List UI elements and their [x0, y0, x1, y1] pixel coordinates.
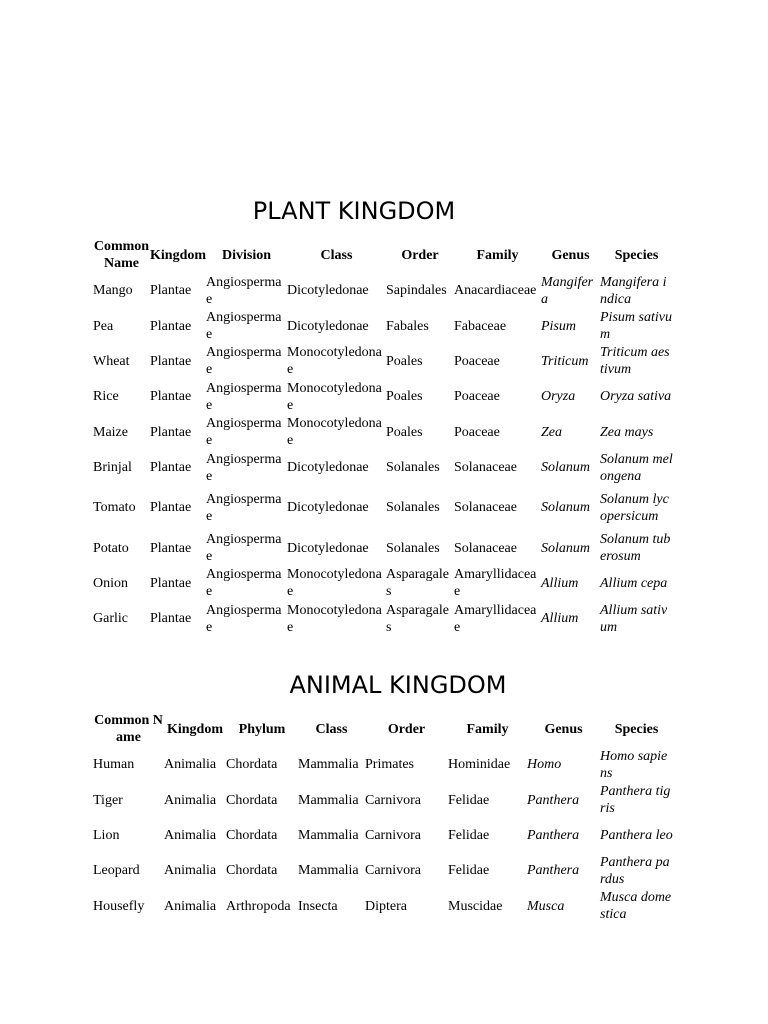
table-cell: Solanum tuberosum: [600, 532, 671, 565]
table-cell: Angiospermae: [206, 380, 282, 413]
table-cell: Angiospermae: [206, 532, 282, 565]
table-cell: Solanum lycopersicum: [600, 491, 669, 524]
table-cell: Angiospermae: [206, 274, 282, 307]
table-cell: Musca domestica: [600, 890, 672, 923]
table-cell: Plantae: [150, 540, 192, 556]
table-cell: Felidae: [448, 827, 490, 843]
table-cell: Poales: [386, 353, 423, 369]
table-cell: Animalia: [164, 792, 217, 808]
table-cell: Mammalia: [298, 827, 359, 843]
column-header: Class: [320, 247, 353, 263]
table-cell: Plantae: [150, 611, 192, 627]
table-cell: Mammalia: [298, 792, 359, 808]
table-row: [93, 889, 673, 924]
table-cell: Plantae: [150, 353, 192, 369]
table-cell: Sapindales: [386, 283, 447, 299]
column-header: Kingdom: [150, 247, 207, 263]
table-cell: Solanum: [541, 460, 590, 476]
table-cell: Maize: [93, 424, 128, 440]
table-cell: Panthera: [527, 863, 580, 879]
table-cell: Solanales: [386, 460, 440, 476]
table-cell: Dicotyledonae: [287, 500, 369, 516]
plant-kingdom-table: [93, 237, 673, 637]
table-cell: Mango: [93, 283, 133, 299]
table-cell: Plantae: [150, 500, 192, 516]
table-cell: Mammalia: [298, 863, 359, 879]
table-cell: Tomato: [93, 500, 136, 516]
table-cell: Zea: [541, 424, 562, 440]
table-cell: Chordata: [226, 757, 278, 773]
table-row: [93, 485, 673, 530]
table-cell: Solanales: [386, 500, 440, 516]
table-row: [93, 415, 673, 450]
table-cell: Chordata: [226, 827, 278, 843]
table-cell: Brinjal: [93, 460, 132, 476]
table-cell: Fabales: [386, 318, 429, 334]
table-cell: Panthera tigris: [600, 784, 671, 817]
table-cell: Onion: [93, 575, 128, 591]
table-cell: Panthera: [527, 827, 580, 843]
table-row: [93, 782, 673, 817]
column-header: Family: [466, 721, 509, 737]
table-cell: Poales: [386, 424, 423, 440]
table-cell: Plantae: [150, 424, 192, 440]
table-cell: Homo: [527, 757, 562, 773]
table-cell: Potato: [93, 540, 129, 556]
table-row: [93, 853, 673, 888]
column-header: Genus: [551, 247, 590, 263]
table-cell: Plantae: [150, 389, 192, 405]
plant-kingdom-title: PLANT KINGDOM: [252, 197, 456, 225]
column-header: Species: [614, 721, 659, 737]
table-cell: Carnivora: [365, 827, 421, 843]
table-row: [93, 601, 673, 636]
table-cell: Animalia: [164, 827, 217, 843]
table-cell: Monocotyledonae: [287, 602, 382, 635]
table-cell: Fabaceae: [454, 318, 507, 334]
table-cell: Chordata: [226, 863, 278, 879]
table-cell: Mangifera: [541, 274, 594, 307]
table-cell: Plantae: [150, 283, 192, 299]
table-cell: Triticum aestivum: [600, 345, 670, 378]
table-cell: Mangifera indica: [600, 274, 667, 307]
column-header: Division: [221, 247, 271, 263]
table-row: [93, 379, 673, 414]
table-cell: Allium sativum: [600, 602, 668, 635]
table-cell: Solanum: [541, 500, 590, 516]
table-cell: Allium: [541, 575, 579, 591]
table-cell: Animalia: [164, 757, 217, 773]
column-header: Family: [476, 247, 519, 263]
table-cell: Pea: [93, 318, 114, 334]
table-cell: Rice: [93, 389, 119, 405]
table-cell: Monocotyledonae: [287, 416, 382, 449]
table-cell: Pisum sativum: [600, 310, 672, 343]
column-header: Phylum: [238, 721, 286, 737]
column-header: Common Name: [93, 239, 150, 271]
table-cell: Triticum: [541, 353, 589, 369]
table-cell: Anacardiaceae: [454, 283, 537, 299]
table-cell: Oryza: [541, 389, 576, 405]
table-cell: Allium: [541, 611, 579, 627]
table-cell: Angiospermae: [206, 451, 282, 484]
table-cell: Felidae: [448, 792, 490, 808]
table-cell: Amaryllidaceae: [454, 567, 537, 600]
table-cell: Solanales: [386, 540, 440, 556]
table-cell: Solanaceae: [454, 500, 517, 516]
table-row: [93, 566, 673, 601]
table-cell: Homo sapiens: [600, 748, 668, 781]
animal-kingdom-table: [93, 711, 673, 924]
table-cell: Poaceae: [454, 424, 500, 440]
table-cell: Solanaceae: [454, 540, 517, 556]
table-cell: Animalia: [164, 863, 217, 879]
table-cell: Asparagales: [386, 567, 449, 600]
table-cell: Asparagales: [386, 602, 449, 635]
table-cell: Chordata: [226, 792, 278, 808]
table-cell: Panthera leo: [600, 827, 673, 843]
table-cell: Arthropoda: [226, 898, 291, 914]
table-cell: Solanum: [541, 540, 590, 556]
column-header: Class: [315, 721, 348, 737]
column-header: Kingdom: [166, 721, 223, 737]
table-cell: Plantae: [150, 318, 192, 334]
table-cell: Garlic: [93, 611, 128, 627]
table-row: [93, 450, 673, 485]
column-header: Order: [387, 721, 426, 737]
table-cell: Angiospermae: [206, 416, 282, 449]
column-header: Species: [614, 247, 659, 263]
table-cell: Monocotyledonae: [287, 345, 382, 378]
table-cell: Primates: [365, 757, 414, 773]
table-cell: Human: [93, 757, 135, 773]
table-cell: Solanum melongena: [600, 451, 673, 484]
table-cell: Tiger: [93, 792, 123, 808]
table-cell: Oryza sativa: [600, 389, 672, 405]
table-cell: Zea mays: [600, 424, 654, 440]
table-cell: Mammalia: [298, 757, 359, 773]
table-header-row: [93, 711, 673, 747]
table-cell: Dicotyledonae: [287, 283, 369, 299]
animal-kingdom-title: ANIMAL KINGDOM: [289, 671, 507, 699]
table-header-row: [93, 237, 673, 273]
table-cell: Lion: [93, 827, 120, 843]
table-cell: Angiospermae: [206, 345, 282, 378]
table-cell: Angiospermae: [206, 491, 282, 524]
table-row: [93, 273, 673, 308]
table-cell: Amaryllidaceae: [454, 602, 537, 635]
table-cell: Pisum: [541, 318, 576, 334]
table-cell: Poales: [386, 389, 423, 405]
table-cell: Plantae: [150, 575, 192, 591]
table-cell: Dicotyledonae: [287, 460, 369, 476]
table-cell: Diptera: [365, 898, 407, 914]
table-cell: Plantae: [150, 460, 192, 476]
table-row: [93, 747, 673, 782]
table-cell: Angiospermae: [206, 602, 282, 635]
table-cell: Poaceae: [454, 353, 500, 369]
table-cell: Insecta: [298, 898, 338, 914]
table-cell: Angiospermae: [206, 567, 282, 600]
table-cell: Solanaceae: [454, 460, 517, 476]
table-cell: Leopard: [93, 863, 140, 879]
table-cell: Housefly: [93, 898, 145, 914]
table-cell: Poaceae: [454, 389, 500, 405]
column-header: Order: [401, 247, 439, 263]
table-cell: Animalia: [164, 898, 217, 914]
table-row: [93, 818, 673, 853]
table-cell: Dicotyledonae: [287, 318, 369, 334]
table-cell: Muscidae: [448, 898, 503, 914]
table-cell: Dicotyledonae: [287, 540, 369, 556]
table-cell: Carnivora: [365, 863, 421, 879]
table-cell: Allium cepa: [600, 575, 668, 591]
table-row: [93, 530, 673, 565]
table-cell: Panthera pardus: [600, 854, 670, 887]
table-cell: Monocotyledonae: [287, 567, 382, 600]
column-header: Common Name: [94, 713, 163, 745]
table-cell: Musca: [527, 898, 565, 914]
table-cell: Hominidae: [448, 757, 511, 773]
table-row: [93, 344, 673, 379]
table-cell: Carnivora: [365, 792, 421, 808]
table-cell: Panthera: [527, 792, 580, 808]
table-cell: Felidae: [448, 863, 490, 879]
table-cell: Angiospermae: [206, 310, 282, 343]
table-cell: Wheat: [93, 353, 130, 369]
table-row: [93, 308, 673, 343]
table-cell: Monocotyledonae: [287, 380, 382, 413]
column-header: Genus: [544, 721, 583, 737]
